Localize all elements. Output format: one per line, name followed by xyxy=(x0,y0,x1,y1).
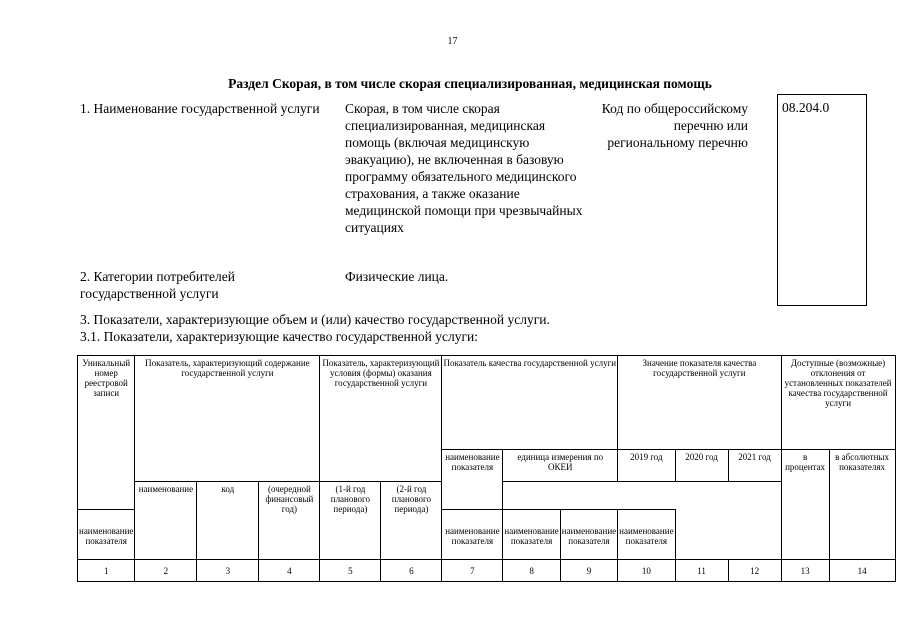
service-code-value: 08.204.0 xyxy=(782,100,830,115)
category-label: 2. Категории потребителей государственной услуги xyxy=(80,269,235,301)
header-year-2019: 2019 год xyxy=(618,450,675,482)
header-conditions-name-2: наименование показателя xyxy=(618,510,675,560)
header-year-2019-note: (очередной финансовый год) xyxy=(259,482,320,560)
header-conditions-name-1: наименование показателя xyxy=(560,510,617,560)
header-value-indicator: Значение показателя качества государственной услуги xyxy=(618,356,781,450)
header-indicator-name: наименование показателя xyxy=(442,450,503,510)
header-unique-number: Уникальный номер реестровой записи xyxy=(78,356,135,510)
column-number: 10 xyxy=(618,560,675,582)
category-value: Физические лица. xyxy=(345,269,449,284)
column-number: 12 xyxy=(728,560,781,582)
section-3-heading: 3. Показатели, характеризующие объем и (или) качество государственной услуги. xyxy=(80,312,550,327)
column-number-row xyxy=(78,560,896,582)
section-3-1-heading: 3.1. Показатели, характеризующие качество государственной услуги: xyxy=(80,329,479,344)
header-year-2020: 2020 год xyxy=(675,450,728,482)
header-unit-code: код xyxy=(197,482,259,560)
column-number: 4 xyxy=(259,560,320,582)
service-name-value: Скорая, в том числе скорая специализированная, медицинская помощь (включая медицинскую эвакуацию), не включенная в базовую программу обязательного медицинского страхования, а также оказание медицинской помощи при чрезвычайных ситуациях xyxy=(345,101,583,235)
header-unit-name: наименование xyxy=(135,482,197,560)
header-year-2020-note: (1-й год планового периода) xyxy=(320,482,381,560)
column-number: 8 xyxy=(503,560,560,582)
column-number: 3 xyxy=(197,560,259,582)
header-okei-unit: единица измерения по ОКЕИ xyxy=(503,450,618,482)
header-year-2021: 2021 год xyxy=(728,450,781,482)
header-percent: в процентах xyxy=(781,450,829,560)
header-conditions-indicator: Показатель, характеризующий условия (формы) оказания государственной услуги xyxy=(320,356,442,482)
column-number: 2 xyxy=(135,560,197,582)
column-number: 5 xyxy=(320,560,381,582)
column-number: 7 xyxy=(442,560,503,582)
page-number: 17 xyxy=(447,36,458,47)
header-quality-indicator: Показатель качества государственной услуги xyxy=(442,356,618,450)
header-content-indicator: Показатель, характеризующий содержание государственной услуги xyxy=(135,356,320,482)
column-number: 14 xyxy=(829,560,895,582)
header-deviation: Доступные (возможные) отклонения от установленных показателей качества государственной услуги xyxy=(781,356,895,450)
header-year-2021-note: (2-й год планового периода) xyxy=(381,482,442,560)
column-number: 1 xyxy=(78,560,135,582)
header-content-name-3: наименование показателя xyxy=(503,510,560,560)
column-number: 13 xyxy=(781,560,829,582)
service-name-label: 1. Наименование государственной услуги xyxy=(80,101,320,116)
header-content-name-1: наименование показателя xyxy=(78,510,135,560)
column-number: 9 xyxy=(560,560,617,582)
header-absolute: в абсолютных показателях xyxy=(829,450,895,560)
section-title: Раздел Скорая, в том числе скорая специализированная, медицинская помощь xyxy=(228,76,712,91)
column-number: 11 xyxy=(675,560,728,582)
quality-indicators-table xyxy=(77,355,896,582)
column-number: 6 xyxy=(381,560,442,582)
service-code-box xyxy=(777,94,867,306)
header-content-name-2: наименование показателя xyxy=(442,510,503,560)
service-code-label: Код по общероссийскому перечню или региональному перечню xyxy=(601,101,748,150)
